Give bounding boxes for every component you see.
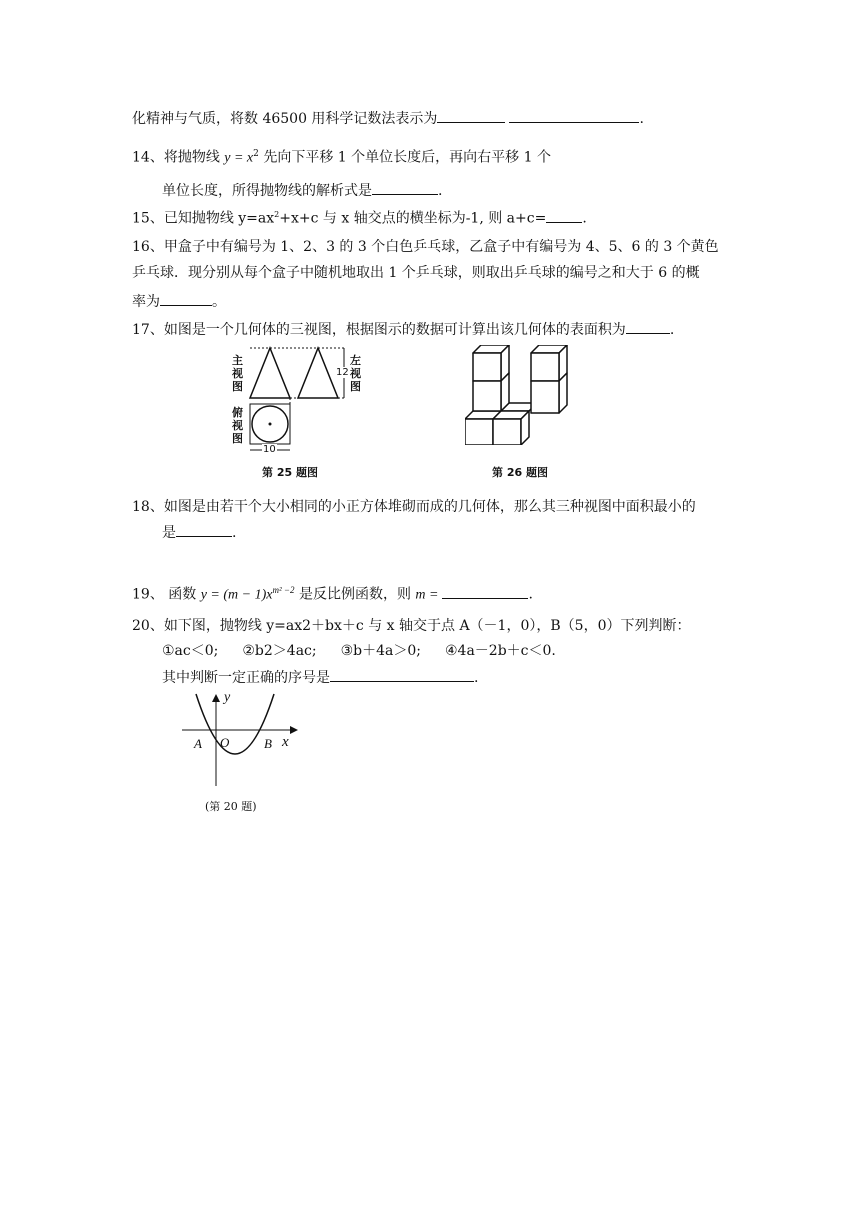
y-axis-label: y	[224, 690, 231, 705]
top-view-label: 俯 视 图	[232, 406, 243, 445]
point-a-label: A	[194, 736, 202, 751]
formula: y = (m − 1)x	[200, 587, 273, 603]
figure-26-caption: 第 26 题图	[492, 466, 548, 479]
question-14-line-1: 14、将抛物线 $y = x^2$ 先向下平移 1 个单位长度后，再向右平移 1 个	[132, 149, 551, 166]
x-axis-label: x	[282, 734, 289, 750]
option-4: ④4a－2b＋c＜0.	[445, 643, 556, 659]
question-19-line: 19、 函数 $y = (m - 1)x^{m^2 -2}$ 是反比例函数，则 m = .	[132, 585, 533, 603]
formula: y = x	[224, 150, 254, 166]
question-16-line-3: 率为 。	[132, 291, 226, 312]
question-16-line-2: 乒乓球．现分别从每个盒子中随机地取出 1 个乒乓球，则取出乒乓球的编号之和大于 6 的概	[132, 265, 700, 281]
figure-25-caption: 第 25 题图	[262, 466, 318, 479]
question-16-line-1: 16、甲盒子中有编号为 1、2、3 的 3 个白色乒乓球，乙盒子中有编号为 4、5、6 的 3 个黄色	[132, 239, 719, 255]
question-13-text: 化精神与气质，将数 46500 用科学记数法表示为	[132, 111, 438, 127]
answer-blank	[626, 319, 670, 334]
question-20-line-3: 其中判断一定正确的序号是 .	[162, 667, 478, 688]
option-1: ①ac＜0;	[162, 643, 219, 659]
answer-blank	[372, 180, 438, 195]
answer-blank	[176, 522, 232, 537]
option-3: ③b＋4a＞0;	[340, 643, 421, 659]
answer-blank	[442, 584, 528, 599]
answer-blank	[160, 291, 212, 306]
width-dimension: 10	[263, 444, 276, 455]
point-b-label: B	[264, 736, 272, 751]
question-20-line-1: 20、如下图，抛物线 y=ax2＋bx＋c 与 x 轴交于点 A（－1，0），B（5，0）下列判断：	[132, 618, 691, 634]
answer-blank	[509, 108, 639, 123]
three-view-drawing	[222, 340, 362, 465]
figure-20-caption: (第 20 题)	[205, 800, 257, 813]
question-20-options	[162, 641, 556, 661]
answer-blank	[437, 108, 505, 123]
figure-26-cubes	[465, 345, 585, 445]
question-14-line-2: 单位长度，所得抛物线的解析式是 .	[162, 180, 442, 201]
height-dimension: 12	[336, 367, 349, 378]
answer-blank	[546, 208, 582, 223]
left-view-label: 左 视 图	[350, 354, 361, 393]
origin-label: O	[220, 735, 230, 750]
question-13-line: 化精神与气质，将数 46500 用科学记数法表示为 .	[132, 108, 644, 129]
question-17-line: 17、如图是一个几何体的三视图，根据图示的数据可计算出该几何体的表面积为 .	[132, 319, 674, 340]
front-view-label: 主 视 图	[232, 354, 243, 393]
question-15-line: 15、已知抛物线 $y=ax^2+x+c$ 与 x 轴交点的横坐标为-1, 则 a+c= .	[132, 205, 587, 229]
option-2: ②b2＞4ac;	[242, 643, 317, 659]
answer-blank	[330, 667, 474, 682]
question-18-line-1: 18、如图是由若干个大小相同的小正方体堆砌而成的几何体，那么其三种视图中面积最小的	[132, 499, 696, 515]
figure-20	[178, 690, 308, 790]
question-18-line-2: 是 .	[162, 522, 236, 543]
